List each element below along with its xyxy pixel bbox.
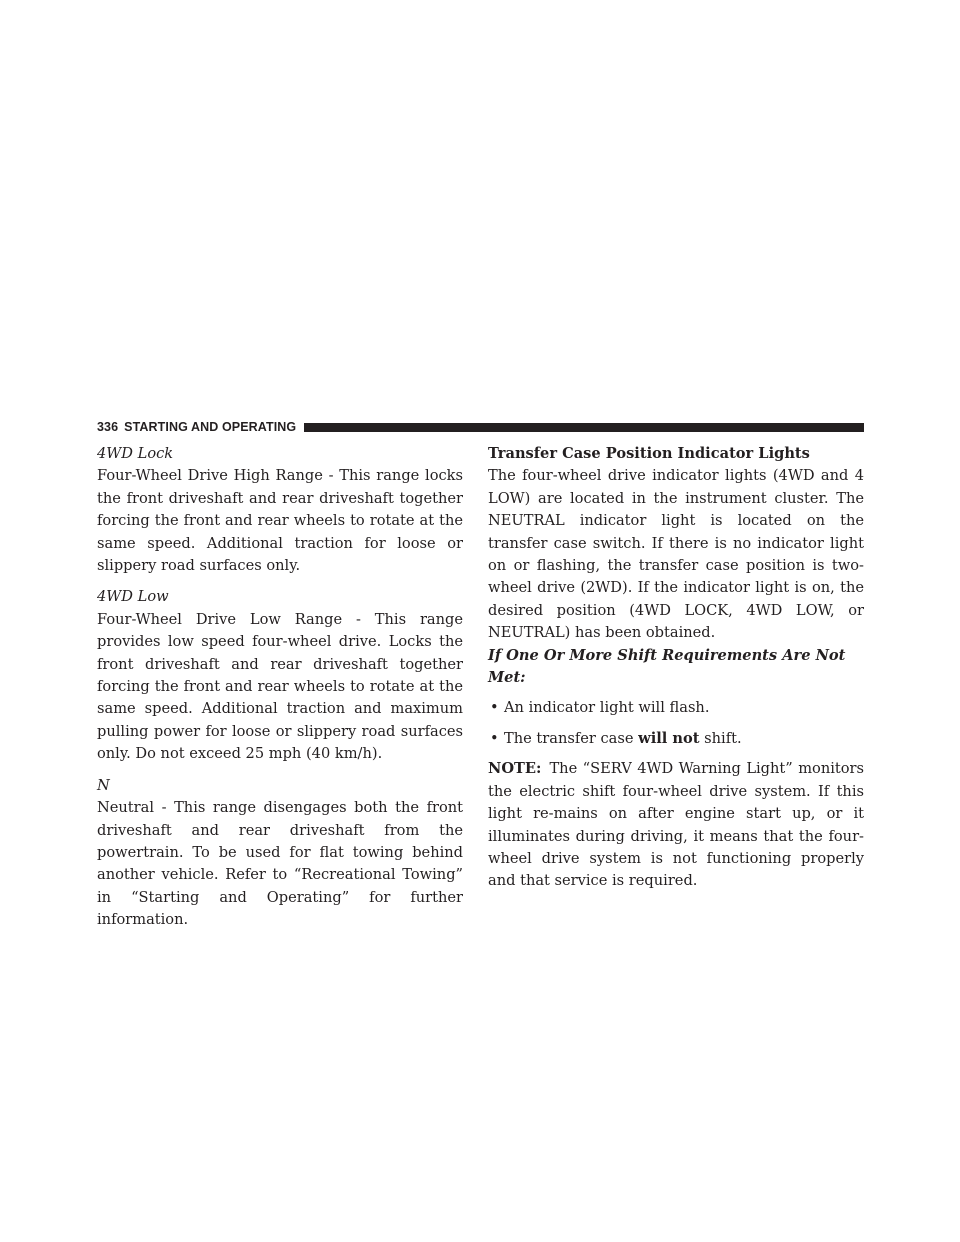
- bullet-icon: •: [490, 699, 499, 717]
- left-column: [97, 443, 463, 932]
- bullet-text: An indicator light will flash.: [504, 699, 710, 717]
- subheading-4wd-lock: 4WD Lock: [97, 445, 174, 462]
- subheading-shift-requirements: If One Or More Shift Requirements Are Not Met:: [488, 646, 846, 687]
- subheading-4wd-low: 4WD Low: [97, 588, 169, 606]
- subheading-neutral: N: [97, 776, 110, 794]
- page-header: [97, 420, 864, 434]
- note-label: NOTE:: [488, 760, 542, 778]
- bullet-text-start: The transfer case: [504, 729, 639, 747]
- right-column: [488, 443, 864, 893]
- bullet-text: [504, 728, 742, 750]
- bullet-text-emphasis: will not: [638, 729, 700, 747]
- header-rule: [304, 423, 864, 432]
- list-item: [488, 697, 864, 719]
- paragraph-neutral: Neutral - This range disengages both the front driveshaft and rear driveshaft from the powertrain. To be used for flat towing behind another vehicle. Refer to “Recreational Towing” in “Starting and Operating” for further information.: [97, 799, 463, 929]
- paragraph-4wd-lock: Four-Wheel Drive High Range - This range locks the front driveshaft and rear driveshaft together forcing the front and rear wheels to rotate at the same speed. Additional traction for loose or slippery road surfaces only.: [97, 467, 463, 575]
- section-heading: Transfer Case Position Indicator Lights: [488, 445, 810, 462]
- note-paragraph: [488, 758, 864, 892]
- section-title: STARTING AND OPERATING: [124, 420, 297, 434]
- bullet-icon: •: [490, 729, 499, 747]
- header-text: [97, 420, 304, 434]
- paragraph-4wd-low: Four-Wheel Drive Low Range - This range provides low speed four-wheel drive. Locks the front driveshaft and rear driveshaft together forcing the front and rear wheels to rotate at the same speed. Additional traction and maximum pulling power for loose or slippery road surfaces only. Do not exceed 25 mph (40 km/h).: [97, 610, 463, 763]
- list-item: [488, 728, 864, 750]
- bullet-text-end: shift.: [699, 729, 742, 747]
- page-number: 336: [97, 420, 119, 434]
- paragraph-indicator-lights: The four-wheel drive indicator lights (4WD and 4 LOW) are located in the instrument cluster. The NEUTRAL indicator light is located on the transfer case switch. If there is no indicator light on or flashing, the transfer case position is two-wheel drive (2WD). If the indicator light is on, the desired position (4WD LOCK, 4WD LOW, or NEUTRAL) has been obtained.: [488, 467, 864, 642]
- bullet-list: [488, 697, 864, 750]
- note-text: The “SERV 4WD Warning Light” monitors the electric shift four-wheel drive system. If this light re-mains on after engine start up, or it illuminates during driving, it means that the four-wheel drive system is not functioning properly and that service is required.: [488, 760, 864, 890]
